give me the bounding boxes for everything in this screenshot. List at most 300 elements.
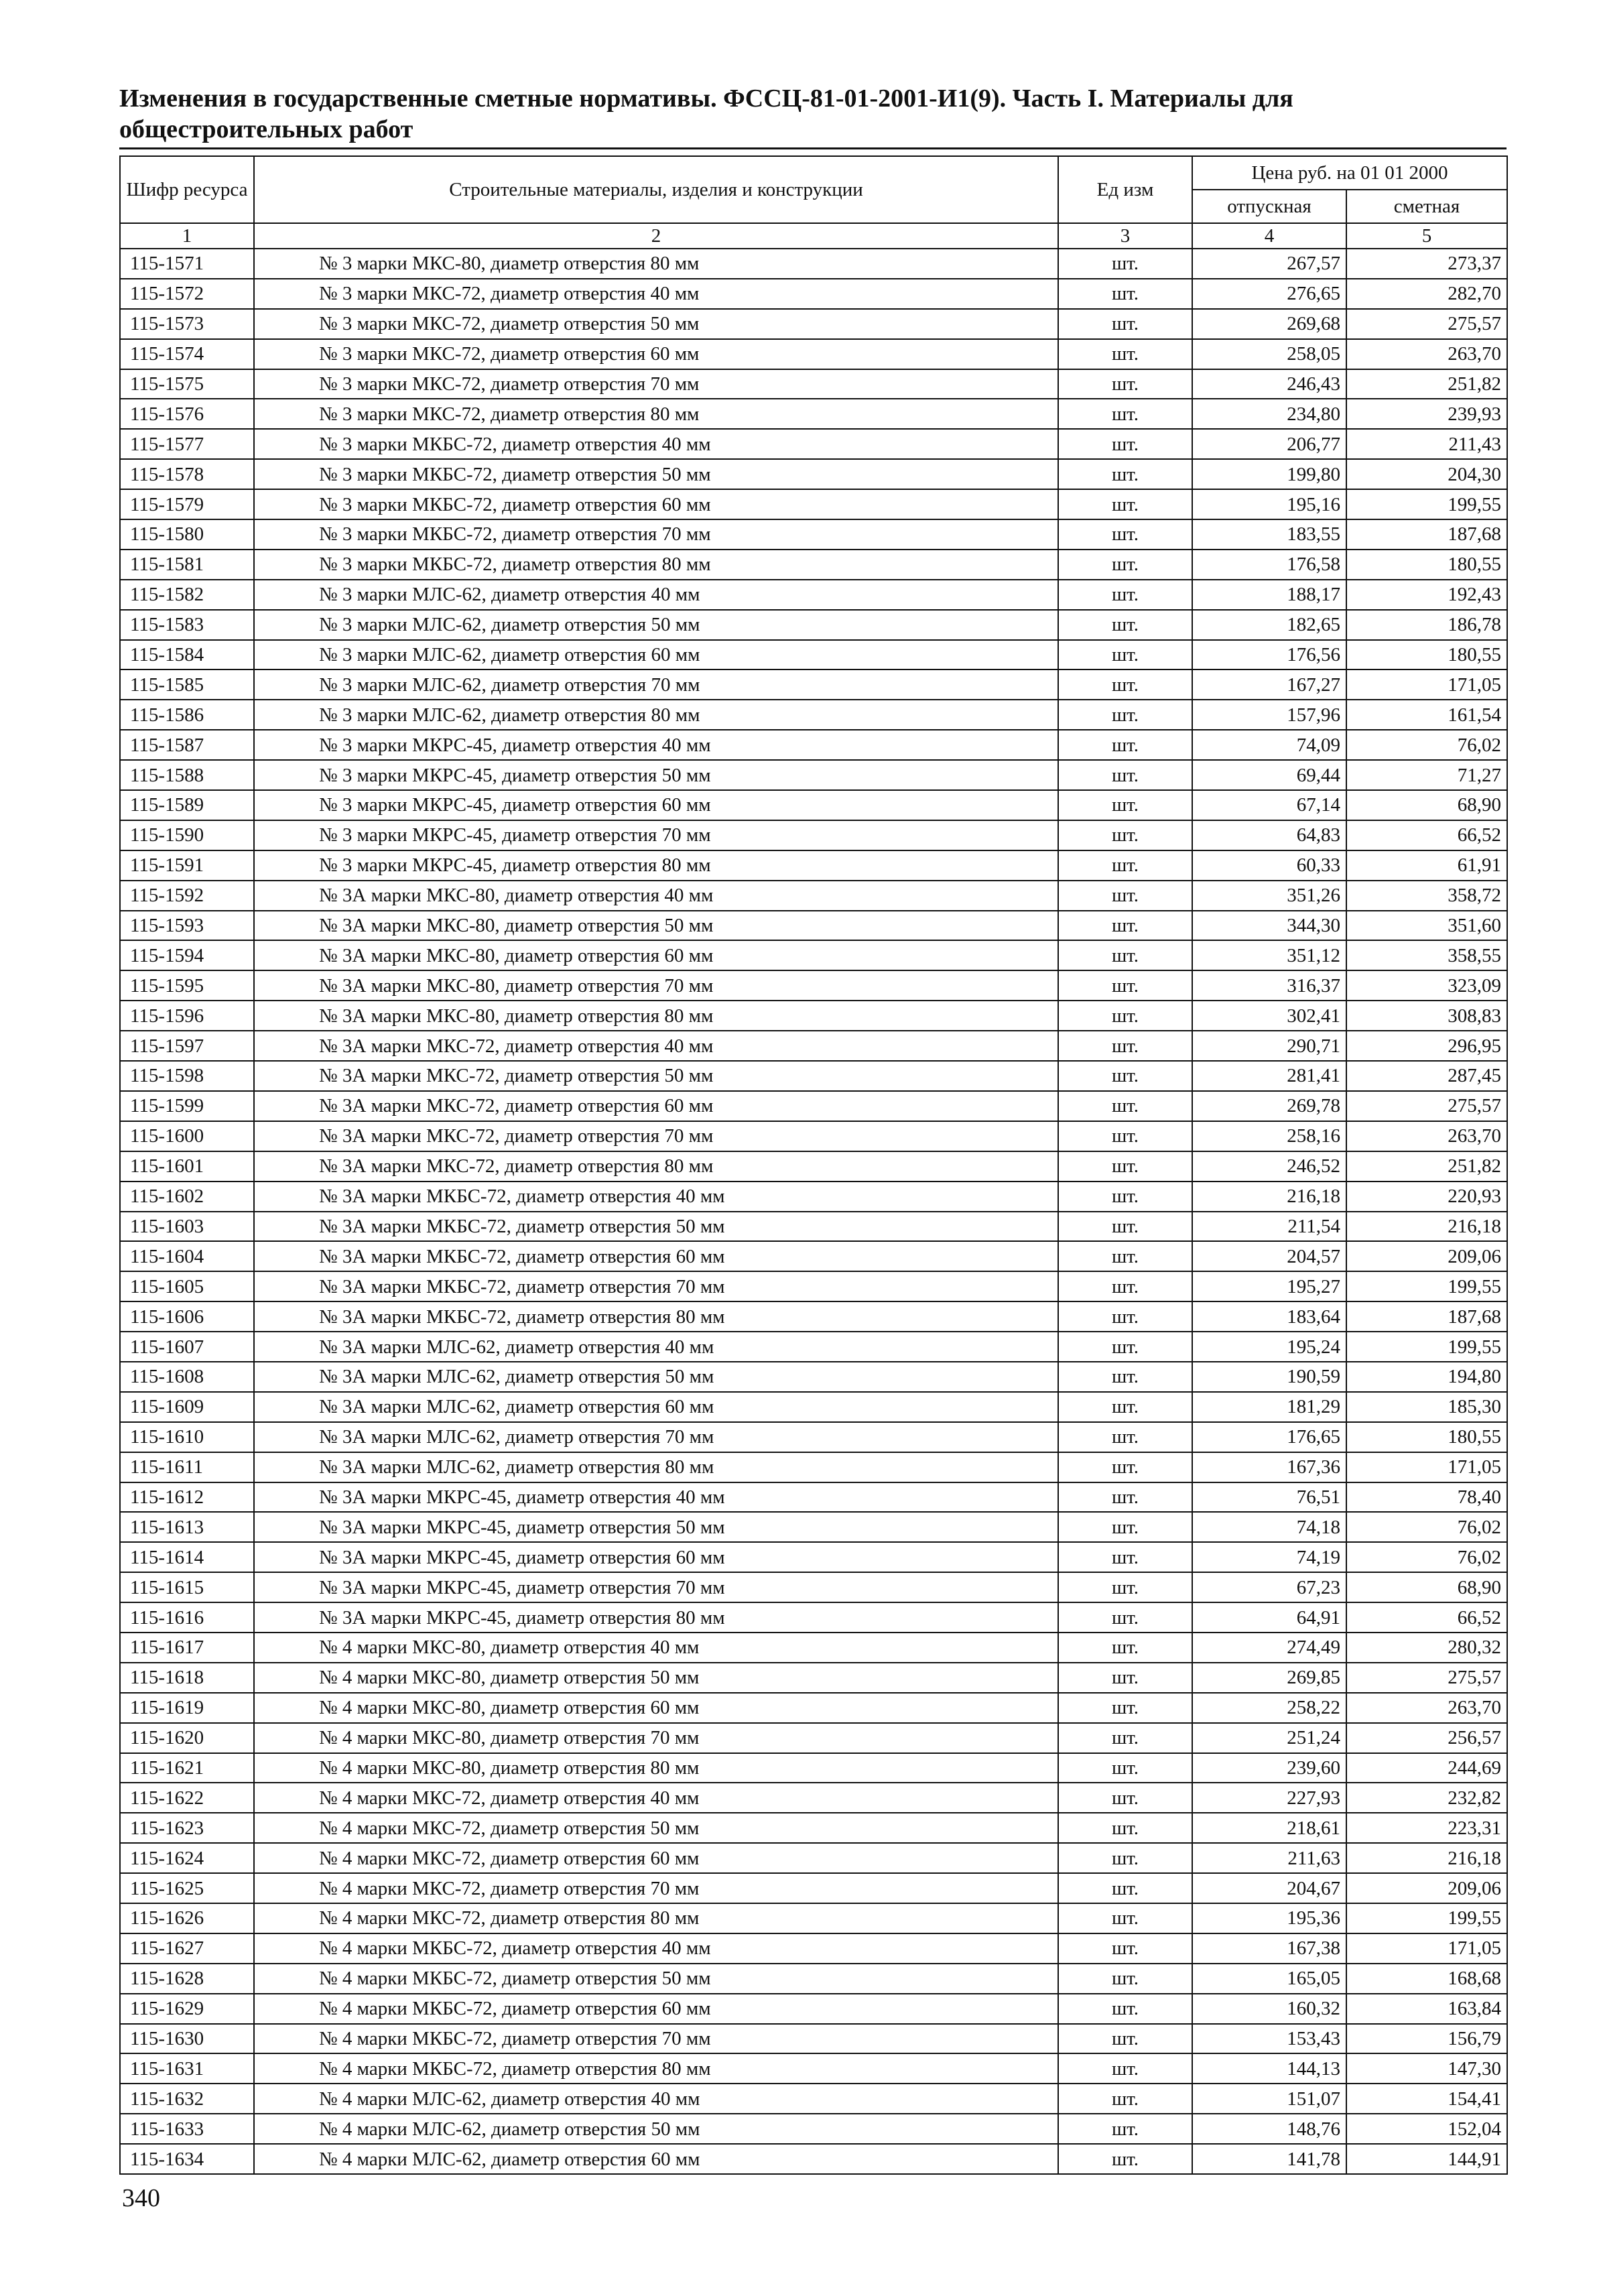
unit-cell: шт.	[1058, 339, 1192, 369]
resource-code-cell: 115-1575	[120, 369, 254, 399]
release-price-cell: 302,41	[1192, 1001, 1346, 1031]
material-name-cell: № 4 марки МЛС-62, диаметр отверстия 40 мм	[254, 2084, 1058, 2114]
release-price-cell: 144,13	[1192, 2053, 1346, 2084]
release-price-cell: 183,64	[1192, 1301, 1346, 1332]
release-price-cell: 351,12	[1192, 940, 1346, 970]
table-row	[120, 1332, 1507, 1362]
unit-cell: шт.	[1058, 1723, 1192, 1753]
unit-cell: шт.	[1058, 1392, 1192, 1422]
resource-code-cell: 115-1602	[120, 1182, 254, 1212]
title-rule	[119, 147, 1507, 149]
unit-cell: шт.	[1058, 1873, 1192, 1903]
table-row	[120, 2084, 1507, 2114]
estimate-price-cell: 161,54	[1346, 700, 1507, 730]
estimate-price-cell: 185,30	[1346, 1392, 1507, 1422]
estimate-price-cell: 187,68	[1346, 519, 1507, 550]
unit-cell: шт.	[1058, 2024, 1192, 2054]
material-name-cell: № 4 марки МКС-72, диаметр отверстия 60 мм	[254, 1843, 1058, 1873]
table-row	[120, 790, 1507, 820]
estimate-price-cell: 275,57	[1346, 309, 1507, 339]
material-name-cell: № 3А марки МКРС-45, диаметр отверстия 70 мм	[254, 1572, 1058, 1602]
resource-code-cell: 115-1608	[120, 1362, 254, 1392]
material-name-cell: № 3 марки МЛС-62, диаметр отверстия 70 мм	[254, 669, 1058, 700]
unit-cell: шт.	[1058, 1903, 1192, 1933]
unit-cell: шт.	[1058, 940, 1192, 970]
estimate-price-cell: 358,55	[1346, 940, 1507, 970]
unit-cell: шт.	[1058, 519, 1192, 550]
estimate-price-cell: 199,55	[1346, 1903, 1507, 1933]
unit-cell: шт.	[1058, 1452, 1192, 1482]
unit-cell: шт.	[1058, 309, 1192, 339]
unit-cell: шт.	[1058, 1693, 1192, 1723]
material-name-cell: № 4 марки МКБС-72, диаметр отверстия 50 мм	[254, 1964, 1058, 1994]
estimate-price-cell: 239,93	[1346, 399, 1507, 429]
estimate-price-cell: 144,91	[1346, 2144, 1507, 2174]
estimate-price-cell: 211,43	[1346, 429, 1507, 459]
resource-code-cell: 115-1614	[120, 1542, 254, 1572]
resource-code-cell: 115-1632	[120, 2084, 254, 2114]
estimate-price-cell: 251,82	[1346, 369, 1507, 399]
unit-cell: шт.	[1058, 1572, 1192, 1602]
release-price-cell: 74,09	[1192, 730, 1346, 760]
release-price-cell: 344,30	[1192, 911, 1346, 941]
unit-cell: шт.	[1058, 1783, 1192, 1813]
table-row	[120, 730, 1507, 760]
resource-code-cell: 115-1605	[120, 1271, 254, 1301]
release-price-cell: 258,22	[1192, 1693, 1346, 1723]
resource-code-cell: 115-1604	[120, 1241, 254, 1271]
resource-code-cell: 115-1616	[120, 1602, 254, 1633]
material-name-cell: № 4 марки МКС-80, диаметр отверстия 70 мм	[254, 1723, 1058, 1753]
material-name-cell: № 3 марки МКРС-45, диаметр отверстия 70 мм	[254, 820, 1058, 850]
resource-code-cell: 115-1627	[120, 1933, 254, 1964]
estimate-price-cell: 163,84	[1346, 1994, 1507, 2024]
price-table	[119, 155, 1508, 2175]
table-row	[120, 1813, 1507, 1843]
release-price-cell: 167,36	[1192, 1452, 1346, 1482]
resource-code-cell: 115-1580	[120, 519, 254, 550]
release-price-cell: 60,33	[1192, 850, 1346, 881]
estimate-price-cell: 282,70	[1346, 279, 1507, 309]
unit-cell: шт.	[1058, 640, 1192, 670]
table-row	[120, 1572, 1507, 1602]
table-row	[120, 1602, 1507, 1633]
estimate-price-cell: 273,37	[1346, 249, 1507, 279]
table-row	[120, 399, 1507, 429]
material-name-cell: № 4 марки МКС-80, диаметр отверстия 60 мм	[254, 1693, 1058, 1723]
unit-cell: шт.	[1058, 2114, 1192, 2144]
estimate-price-cell: 251,82	[1346, 1151, 1507, 1182]
header-code: Шифр ресурса	[120, 156, 254, 223]
estimate-price-cell: 68,90	[1346, 790, 1507, 820]
table-row	[120, 1422, 1507, 1452]
estimate-price-cell: 199,55	[1346, 1332, 1507, 1362]
table-row	[120, 429, 1507, 459]
release-price-cell: 151,07	[1192, 2084, 1346, 2114]
table-row	[120, 339, 1507, 369]
unit-cell: шт.	[1058, 1994, 1192, 2024]
release-price-cell: 167,38	[1192, 1933, 1346, 1964]
unit-cell: шт.	[1058, 1482, 1192, 1513]
table-row	[120, 2144, 1507, 2174]
table-row	[120, 1061, 1507, 1091]
unit-cell: шт.	[1058, 790, 1192, 820]
release-price-cell: 167,27	[1192, 669, 1346, 700]
release-price-cell: 204,67	[1192, 1873, 1346, 1903]
table-row	[120, 1843, 1507, 1873]
estimate-price-cell: 66,52	[1346, 1602, 1507, 1633]
release-price-cell: 176,56	[1192, 640, 1346, 670]
estimate-price-cell: 209,06	[1346, 1241, 1507, 1271]
table-row	[120, 1753, 1507, 1783]
unit-cell: шт.	[1058, 700, 1192, 730]
release-price-cell: 181,29	[1192, 1392, 1346, 1422]
table-row	[120, 1212, 1507, 1242]
resource-code-cell: 115-1596	[120, 1001, 254, 1031]
release-price-cell: 258,05	[1192, 339, 1346, 369]
resource-code-cell: 115-1586	[120, 700, 254, 730]
material-name-cell: № 4 марки МЛС-62, диаметр отверстия 50 мм	[254, 2114, 1058, 2144]
release-price-cell: 67,14	[1192, 790, 1346, 820]
release-price-cell: 216,18	[1192, 1182, 1346, 1212]
resource-code-cell: 115-1606	[120, 1301, 254, 1332]
unit-cell: шт.	[1058, 911, 1192, 941]
release-price-cell: 182,65	[1192, 610, 1346, 640]
material-name-cell: № 3 марки МЛС-62, диаметр отверстия 50 мм	[254, 610, 1058, 640]
material-name-cell: № 3А марки МКБС-72, диаметр отверстия 70 мм	[254, 1271, 1058, 1301]
material-name-cell: № 3А марки МКБС-72, диаметр отверстия 80 мм	[254, 1301, 1058, 1332]
estimate-price-cell: 171,05	[1346, 1933, 1507, 1964]
material-name-cell: № 4 марки МКБС-72, диаметр отверстия 40 мм	[254, 1933, 1058, 1964]
estimate-price-cell: 275,57	[1346, 1091, 1507, 1121]
material-name-cell: № 3А марки МКС-80, диаметр отверстия 60 мм	[254, 940, 1058, 970]
table-row	[120, 1994, 1507, 2024]
resource-code-cell: 115-1598	[120, 1061, 254, 1091]
resource-code-cell: 115-1592	[120, 881, 254, 911]
estimate-price-cell: 275,57	[1346, 1663, 1507, 1693]
resource-code-cell: 115-1610	[120, 1422, 254, 1452]
table-row	[120, 610, 1507, 640]
unit-cell: шт.	[1058, 2053, 1192, 2084]
material-name-cell: № 3А марки МКС-72, диаметр отверстия 80 мм	[254, 1151, 1058, 1182]
estimate-price-cell: 199,55	[1346, 1271, 1507, 1301]
header-name: Строительные материалы, изделия и конструкции	[254, 156, 1058, 223]
material-name-cell: № 3А марки МКБС-72, диаметр отверстия 50 мм	[254, 1212, 1058, 1242]
resource-code-cell: 115-1588	[120, 760, 254, 790]
table-row	[120, 1001, 1507, 1031]
page-title: Изменения в государственные сметные нормативы. ФССЦ-81-01-2001-И1(9). Часть I. Материалы для общестроительных работ	[119, 84, 1293, 143]
estimate-price-cell: 263,70	[1346, 1121, 1507, 1151]
resource-code-cell: 115-1622	[120, 1783, 254, 1813]
unit-cell: шт.	[1058, 1362, 1192, 1392]
unit-cell: шт.	[1058, 489, 1192, 519]
unit-cell: шт.	[1058, 550, 1192, 580]
resource-code-cell: 115-1582	[120, 580, 254, 610]
unit-cell: шт.	[1058, 730, 1192, 760]
estimate-price-cell: 147,30	[1346, 2053, 1507, 2084]
resource-code-cell: 115-1574	[120, 339, 254, 369]
table-row	[120, 881, 1507, 911]
unit-cell: шт.	[1058, 970, 1192, 1001]
estimate-price-cell: 308,83	[1346, 1001, 1507, 1031]
unit-cell: шт.	[1058, 1061, 1192, 1091]
estimate-price-cell: 78,40	[1346, 1482, 1507, 1513]
material-name-cell: № 4 марки МКБС-72, диаметр отверстия 80 мм	[254, 2053, 1058, 2084]
resource-code-cell: 115-1579	[120, 489, 254, 519]
estimate-price-cell: 187,68	[1346, 1301, 1507, 1332]
release-price-cell: 206,77	[1192, 429, 1346, 459]
estimate-price-cell: 194,80	[1346, 1362, 1507, 1392]
table-row	[120, 1031, 1507, 1061]
resource-code-cell: 115-1583	[120, 610, 254, 640]
resource-code-cell: 115-1624	[120, 1843, 254, 1873]
material-name-cell: № 4 марки МКБС-72, диаметр отверстия 70 мм	[254, 2024, 1058, 2054]
resource-code-cell: 115-1609	[120, 1392, 254, 1422]
table-header	[120, 156, 1507, 249]
column-number: 3	[1058, 223, 1192, 249]
release-price-cell: 76,51	[1192, 1482, 1346, 1513]
resource-code-cell: 115-1613	[120, 1512, 254, 1542]
release-price-cell: 234,80	[1192, 399, 1346, 429]
release-price-cell: 290,71	[1192, 1031, 1346, 1061]
material-name-cell: № 3А марки МЛС-62, диаметр отверстия 50 мм	[254, 1362, 1058, 1392]
material-name-cell: № 3 марки МКС-72, диаметр отверстия 40 мм	[254, 279, 1058, 309]
unit-cell: шт.	[1058, 1212, 1192, 1242]
release-price-cell: 199,80	[1192, 459, 1346, 489]
unit-cell: шт.	[1058, 1933, 1192, 1964]
estimate-price-cell: 296,95	[1346, 1031, 1507, 1061]
material-name-cell: № 3А марки МКС-72, диаметр отверстия 40 мм	[254, 1031, 1058, 1061]
estimate-price-cell: 263,70	[1346, 339, 1507, 369]
material-name-cell: № 4 марки МКС-72, диаметр отверстия 70 мм	[254, 1873, 1058, 1903]
release-price-cell: 74,18	[1192, 1512, 1346, 1542]
unit-cell: шт.	[1058, 1843, 1192, 1873]
unit-cell: шт.	[1058, 820, 1192, 850]
unit-cell: шт.	[1058, 1151, 1192, 1182]
release-price-cell: 246,52	[1192, 1151, 1346, 1182]
table-row	[120, 640, 1507, 670]
material-name-cell: № 4 марки МКБС-72, диаметр отверстия 60 мм	[254, 1994, 1058, 2024]
release-price-cell: 160,32	[1192, 1994, 1346, 2024]
estimate-price-cell: 232,82	[1346, 1783, 1507, 1813]
page-number: 340	[122, 2184, 160, 2212]
unit-cell: шт.	[1058, 1182, 1192, 1212]
estimate-price-cell: 76,02	[1346, 1542, 1507, 1572]
unit-cell: шт.	[1058, 369, 1192, 399]
release-price-cell: 195,16	[1192, 489, 1346, 519]
table-row	[120, 580, 1507, 610]
release-price-cell: 218,61	[1192, 1813, 1346, 1843]
material-name-cell: № 3 марки МКС-72, диаметр отверстия 60 мм	[254, 339, 1058, 369]
unit-cell: шт.	[1058, 2084, 1192, 2114]
unit-cell: шт.	[1058, 1091, 1192, 1121]
unit-cell: шт.	[1058, 1663, 1192, 1693]
release-price-cell: 258,16	[1192, 1121, 1346, 1151]
unit-cell: шт.	[1058, 1301, 1192, 1332]
estimate-price-cell: 156,79	[1346, 2024, 1507, 2054]
material-name-cell: № 3 марки МКБС-72, диаметр отверстия 70 мм	[254, 519, 1058, 550]
table-row	[120, 1873, 1507, 1903]
resource-code-cell: 115-1626	[120, 1903, 254, 1933]
table-row	[120, 940, 1507, 970]
resource-code-cell: 115-1585	[120, 669, 254, 700]
unit-cell: шт.	[1058, 459, 1192, 489]
material-name-cell: № 3А марки МКРС-45, диаметр отверстия 40 мм	[254, 1482, 1058, 1513]
unit-cell: шт.	[1058, 279, 1192, 309]
material-name-cell: № 3А марки МКБС-72, диаметр отверстия 40 мм	[254, 1182, 1058, 1212]
estimate-price-cell: 351,60	[1346, 911, 1507, 941]
resource-code-cell: 115-1620	[120, 1723, 254, 1753]
column-number: 1	[120, 223, 254, 249]
release-price-cell: 246,43	[1192, 369, 1346, 399]
material-name-cell: № 3А марки МЛС-62, диаметр отверстия 60 мм	[254, 1392, 1058, 1422]
table-row	[120, 489, 1507, 519]
resource-code-cell: 115-1578	[120, 459, 254, 489]
unit-cell: шт.	[1058, 1422, 1192, 1452]
resource-code-cell: 115-1630	[120, 2024, 254, 2054]
material-name-cell: № 4 марки МКС-72, диаметр отверстия 50 мм	[254, 1813, 1058, 1843]
table-row	[120, 1091, 1507, 1121]
column-number: 4	[1192, 223, 1346, 249]
resource-code-cell: 115-1611	[120, 1452, 254, 1482]
release-price-cell: 157,96	[1192, 700, 1346, 730]
release-price-cell: 165,05	[1192, 1964, 1346, 1994]
release-price-cell: 269,68	[1192, 309, 1346, 339]
unit-cell: шт.	[1058, 1271, 1192, 1301]
resource-code-cell: 115-1584	[120, 640, 254, 670]
material-name-cell: № 3 марки МКС-72, диаметр отверстия 70 мм	[254, 369, 1058, 399]
table-row	[120, 1542, 1507, 1572]
estimate-price-cell: 61,91	[1346, 850, 1507, 881]
release-price-cell: 176,58	[1192, 550, 1346, 580]
release-price-cell: 251,24	[1192, 1723, 1346, 1753]
resource-code-cell: 115-1573	[120, 309, 254, 339]
unit-cell: шт.	[1058, 249, 1192, 279]
table-row	[120, 279, 1507, 309]
release-price-cell: 176,65	[1192, 1422, 1346, 1452]
table-row	[120, 1964, 1507, 1994]
material-name-cell: № 3 марки МКС-72, диаметр отверстия 50 мм	[254, 309, 1058, 339]
material-name-cell: № 3А марки МКС-80, диаметр отверстия 50 мм	[254, 911, 1058, 941]
unit-cell: шт.	[1058, 1241, 1192, 1271]
material-name-cell: № 3А марки МЛС-62, диаметр отверстия 40 мм	[254, 1332, 1058, 1362]
material-name-cell: № 4 марки МКС-80, диаметр отверстия 80 мм	[254, 1753, 1058, 1783]
resource-code-cell: 115-1631	[120, 2053, 254, 2084]
release-price-cell: 227,93	[1192, 1783, 1346, 1813]
table-row	[120, 369, 1507, 399]
material-name-cell: № 4 марки МКС-80, диаметр отверстия 50 мм	[254, 1663, 1058, 1693]
unit-cell: шт.	[1058, 1001, 1192, 1031]
material-name-cell: № 3А марки МЛС-62, диаметр отверстия 80 мм	[254, 1452, 1058, 1482]
material-name-cell: № 3А марки МКРС-45, диаметр отверстия 80 мм	[254, 1602, 1058, 1633]
estimate-price-cell: 216,18	[1346, 1212, 1507, 1242]
unit-cell: шт.	[1058, 881, 1192, 911]
release-price-cell: 276,65	[1192, 279, 1346, 309]
resource-code-cell: 115-1625	[120, 1873, 254, 1903]
unit-cell: шт.	[1058, 429, 1192, 459]
resource-code-cell: 115-1603	[120, 1212, 254, 1242]
estimate-price-cell: 358,72	[1346, 881, 1507, 911]
release-price-cell: 211,63	[1192, 1843, 1346, 1873]
resource-code-cell: 115-1623	[120, 1813, 254, 1843]
material-name-cell: № 4 марки МКС-72, диаметр отверстия 40 мм	[254, 1783, 1058, 1813]
resource-code-cell: 115-1621	[120, 1753, 254, 1783]
estimate-price-cell: 244,69	[1346, 1753, 1507, 1783]
column-number: 2	[254, 223, 1058, 249]
estimate-price-cell: 171,05	[1346, 669, 1507, 700]
table-row	[120, 700, 1507, 730]
material-name-cell: № 3А марки МКС-80, диаметр отверстия 70 мм	[254, 970, 1058, 1001]
estimate-price-cell: 152,04	[1346, 2114, 1507, 2144]
unit-cell: шт.	[1058, 1031, 1192, 1061]
unit-cell: шт.	[1058, 1964, 1192, 1994]
resource-code-cell: 115-1607	[120, 1332, 254, 1362]
table-row	[120, 1151, 1507, 1182]
material-name-cell: № 3 марки МЛС-62, диаметр отверстия 40 мм	[254, 580, 1058, 610]
table-row	[120, 459, 1507, 489]
table-row	[120, 1301, 1507, 1332]
estimate-price-cell: 323,09	[1346, 970, 1507, 1001]
release-price-cell: 188,17	[1192, 580, 1346, 610]
header-price-estimate: сметная	[1346, 190, 1507, 223]
release-price-cell: 74,19	[1192, 1542, 1346, 1572]
material-name-cell: № 3 марки МКРС-45, диаметр отверстия 50 мм	[254, 760, 1058, 790]
release-price-cell: 211,54	[1192, 1212, 1346, 1242]
table-row	[120, 309, 1507, 339]
material-name-cell: № 3А марки МКБС-72, диаметр отверстия 60 мм	[254, 1241, 1058, 1271]
release-price-cell: 183,55	[1192, 519, 1346, 550]
column-number: 5	[1346, 223, 1507, 249]
material-name-cell: № 3А марки МКС-80, диаметр отверстия 80 мм	[254, 1001, 1058, 1031]
unit-cell: шт.	[1058, 1121, 1192, 1151]
table-row	[120, 1392, 1507, 1422]
unit-cell: шт.	[1058, 1753, 1192, 1783]
unit-cell: шт.	[1058, 1633, 1192, 1663]
resource-code-cell: 115-1590	[120, 820, 254, 850]
material-name-cell: № 3 марки МКБС-72, диаметр отверстия 80 мм	[254, 550, 1058, 580]
material-name-cell: № 4 марки МКС-72, диаметр отверстия 80 мм	[254, 1903, 1058, 1933]
resource-code-cell: 115-1577	[120, 429, 254, 459]
table-row	[120, 760, 1507, 790]
header-price-release: отпускная	[1192, 190, 1346, 223]
unit-cell: шт.	[1058, 1813, 1192, 1843]
estimate-price-cell: 223,31	[1346, 1813, 1507, 1843]
table-row	[120, 1362, 1507, 1392]
material-name-cell: № 3 марки МКРС-45, диаметр отверстия 40 мм	[254, 730, 1058, 760]
estimate-price-cell: 76,02	[1346, 1512, 1507, 1542]
resource-code-cell: 115-1572	[120, 279, 254, 309]
table-row	[120, 911, 1507, 941]
estimate-price-cell: 256,57	[1346, 1723, 1507, 1753]
material-name-cell: № 3 марки МЛС-62, диаметр отверстия 60 мм	[254, 640, 1058, 670]
estimate-price-cell: 68,90	[1346, 1572, 1507, 1602]
release-price-cell: 67,23	[1192, 1572, 1346, 1602]
release-price-cell: 267,57	[1192, 249, 1346, 279]
release-price-cell: 153,43	[1192, 2024, 1346, 2054]
estimate-price-cell: 186,78	[1346, 610, 1507, 640]
table-row	[120, 970, 1507, 1001]
table-row	[120, 1241, 1507, 1271]
table-row	[120, 2024, 1507, 2054]
estimate-price-cell: 220,93	[1346, 1182, 1507, 1212]
material-name-cell: № 3 марки МКБС-72, диаметр отверстия 40 мм	[254, 429, 1058, 459]
material-name-cell: № 3А марки МКС-80, диаметр отверстия 40 мм	[254, 881, 1058, 911]
unit-cell: шт.	[1058, 1542, 1192, 1572]
resource-code-cell: 115-1594	[120, 940, 254, 970]
resource-code-cell: 115-1571	[120, 249, 254, 279]
resource-code-cell: 115-1628	[120, 1964, 254, 1994]
header-unit: Ед изм	[1058, 156, 1192, 223]
